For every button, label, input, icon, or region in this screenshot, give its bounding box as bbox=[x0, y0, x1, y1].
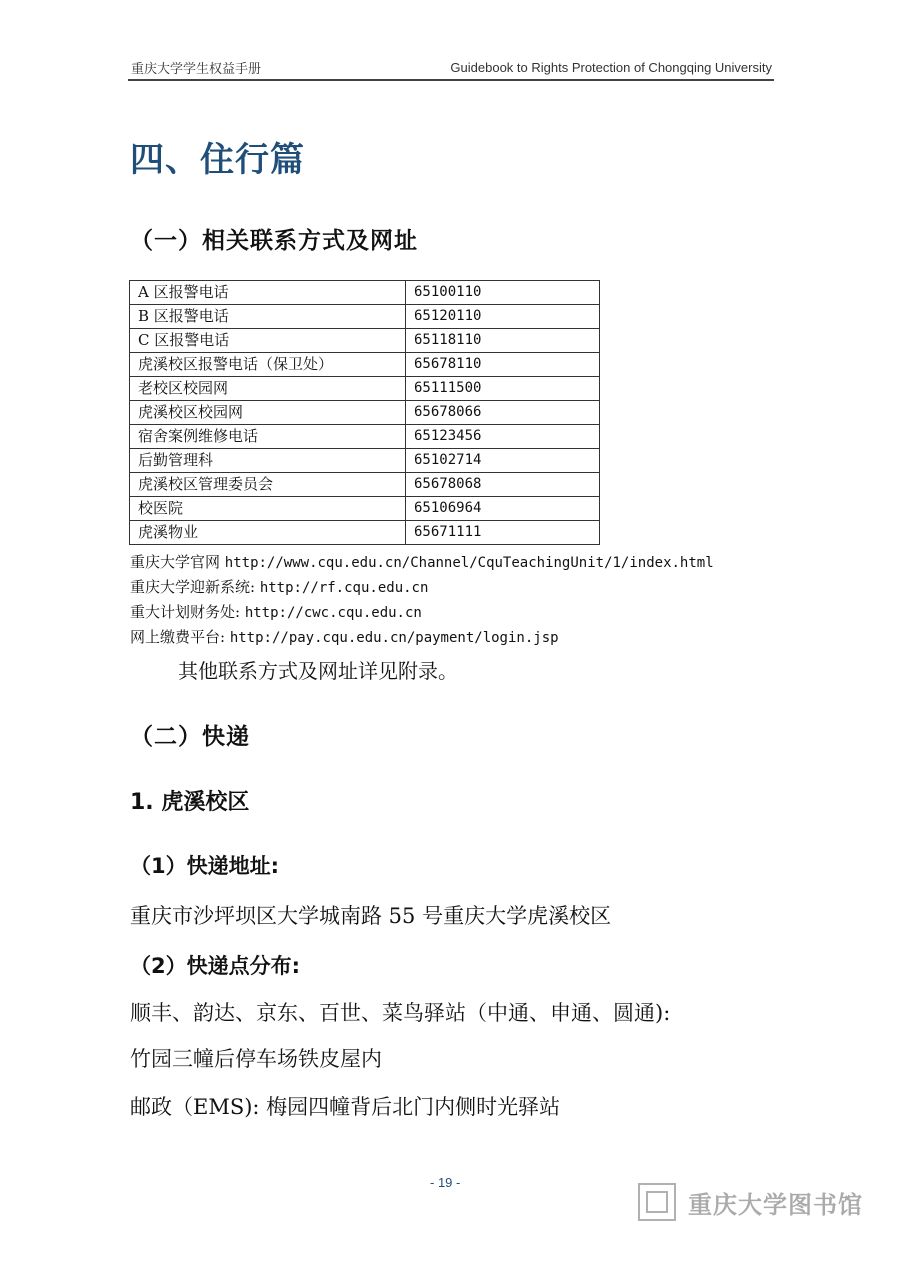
table-row bbox=[130, 497, 600, 521]
points-line-2: 竹园三幢后停车场铁皮屋内 bbox=[130, 1047, 382, 1071]
address-text: 重庆市沙坪坝区大学城南路 55 号重庆大学虎溪校区 bbox=[130, 904, 612, 928]
table-row bbox=[130, 329, 600, 353]
chapter-title: 四、住行篇 bbox=[130, 140, 305, 180]
header-left-title: 重庆大学学生权益手册 bbox=[131, 62, 262, 77]
table-row bbox=[130, 377, 600, 401]
contact-name: C 区报警电话 bbox=[130, 329, 406, 353]
table-row bbox=[130, 401, 600, 425]
contact-phone: 65678066 bbox=[406, 401, 600, 425]
section2-heading: （二）快递 bbox=[130, 724, 250, 750]
link-label: 重庆大学官网 bbox=[130, 553, 225, 571]
contact-name: B 区报警电话 bbox=[130, 305, 406, 329]
contact-name: 后勤管理科 bbox=[130, 449, 406, 473]
link-url[interactable]: http://rf.cqu.edu.cn bbox=[259, 580, 429, 596]
table-row bbox=[130, 425, 600, 449]
table-row bbox=[130, 449, 600, 473]
library-watermark bbox=[638, 1180, 863, 1224]
other-contacts-note: 其他联系方式及网址详见附录。 bbox=[178, 659, 458, 683]
campus-heading: 1. 虎溪校区 bbox=[130, 790, 250, 815]
page-number: - 19 - bbox=[430, 1175, 461, 1190]
contact-name: 校医院 bbox=[130, 497, 406, 521]
link-line bbox=[130, 550, 714, 575]
section1-heading: （一）相关联系方式及网址 bbox=[130, 228, 418, 254]
link-line bbox=[130, 575, 714, 600]
table-row bbox=[130, 353, 600, 377]
contact-phone: 65111500 bbox=[406, 377, 600, 401]
table-row bbox=[130, 521, 600, 545]
contact-name: 老校区校园网 bbox=[130, 377, 406, 401]
points-line-3: 邮政（EMS): 梅园四幢背后北门内侧时光驿站 bbox=[130, 1095, 561, 1119]
table-row bbox=[130, 281, 600, 305]
contact-phone: 65678068 bbox=[406, 473, 600, 497]
watermark-text: 重庆大学图书馆 bbox=[688, 1190, 863, 1219]
contact-phone: 65106964 bbox=[406, 497, 600, 521]
contact-phone: 65678110 bbox=[406, 353, 600, 377]
contact-name: 虎溪校区管理委员会 bbox=[130, 473, 406, 497]
contact-phone: 65118110 bbox=[406, 329, 600, 353]
points-heading: （2）快递点分布: bbox=[130, 954, 301, 978]
contact-name: 宿舍案例维修电话 bbox=[130, 425, 406, 449]
link-label: 重庆大学迎新系统: bbox=[130, 578, 260, 596]
contact-phone: 65100110 bbox=[406, 281, 600, 305]
contact-phone: 65102714 bbox=[406, 449, 600, 473]
contact-phone: 65671111 bbox=[406, 521, 600, 545]
contact-phone: 65123456 bbox=[406, 425, 600, 449]
address-heading: （1）快递地址: bbox=[130, 854, 280, 878]
contact-name: 虎溪物业 bbox=[130, 521, 406, 545]
links-block bbox=[130, 550, 714, 650]
link-url[interactable]: http://pay.cqu.edu.cn/payment/login.jsp bbox=[229, 630, 559, 646]
table-row bbox=[130, 305, 600, 329]
points-line-1: 顺丰、韵达、京东、百世、菜鸟驿站（中通、申通、圆通): bbox=[130, 1001, 671, 1025]
link-url[interactable]: http://cwc.cqu.edu.cn bbox=[244, 605, 422, 621]
header-divider bbox=[128, 79, 774, 81]
link-url[interactable]: http://www.cqu.edu.cn/Channel/CquTeachingUnit/1/index.html bbox=[224, 555, 714, 571]
contact-phone: 65120110 bbox=[406, 305, 600, 329]
link-line bbox=[130, 625, 714, 650]
link-label: 网上缴费平台: bbox=[130, 628, 230, 646]
link-line bbox=[130, 600, 714, 625]
contact-name: 虎溪校区报警电话（保卫处） bbox=[130, 353, 406, 377]
header-right-title: Guidebook to Rights Protection of Chongqing University bbox=[450, 60, 772, 75]
contact-name: 虎溪校区校园网 bbox=[130, 401, 406, 425]
contact-name: A 区报警电话 bbox=[130, 281, 406, 305]
contacts-table bbox=[129, 280, 600, 545]
link-label: 重大计划财务处: bbox=[130, 603, 245, 621]
table-row bbox=[130, 473, 600, 497]
library-logo-icon bbox=[638, 1183, 676, 1221]
